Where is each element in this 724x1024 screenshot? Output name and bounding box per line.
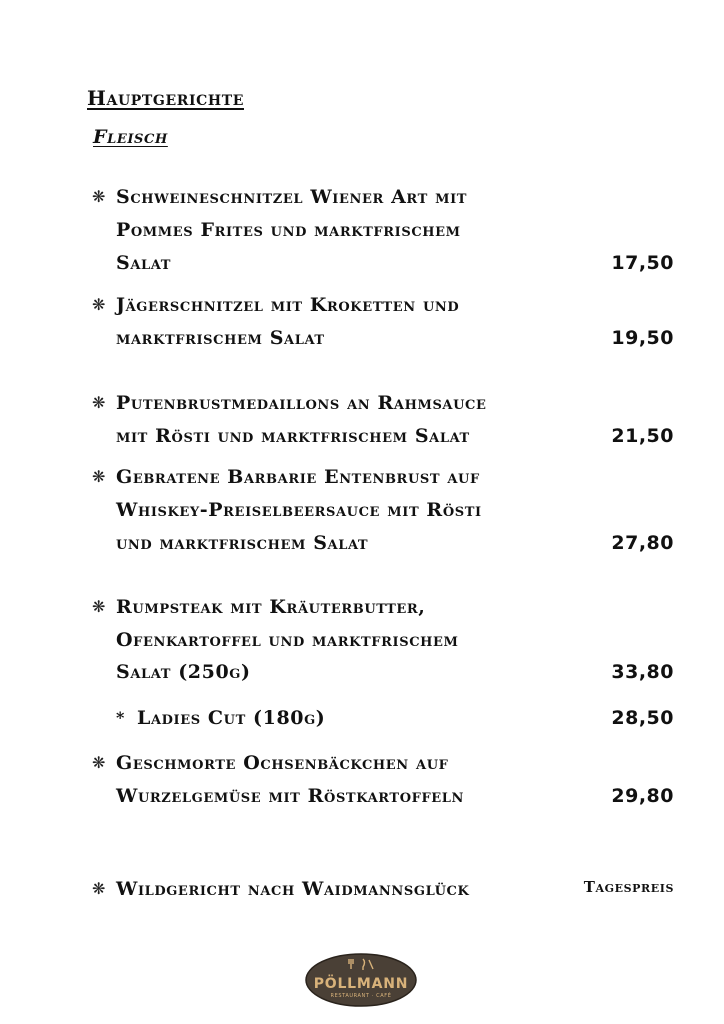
- menu-item-3-line-2: mit Rösti und marktfrischem Salat: [116, 425, 470, 447]
- menu-item-7-line-1: Geschmorte Ochsenbäckchen auf: [116, 752, 449, 774]
- bullet-icon: ❋: [92, 393, 106, 412]
- category-title: Fleisch: [93, 126, 168, 148]
- menu-item-2-line-2: marktfrischem Salat: [116, 327, 325, 349]
- restaurant-logo: [305, 953, 417, 1007]
- bullet-icon: ❋: [92, 879, 106, 898]
- bullet-icon: ❋: [92, 467, 106, 486]
- menu-item-7-price: 29,80: [611, 785, 674, 807]
- menu-item-7-line-2: Wurzelgemüse mit Röstkartoffeln: [116, 785, 465, 807]
- section-title: Hauptgerichte: [87, 86, 244, 110]
- logo-tagline: RESTAURANT · CAFÉ: [330, 993, 392, 999]
- menu-item-1-line-1: Schweineschnitzel Wiener Art mit: [116, 186, 468, 208]
- menu-item-4-line-1: Gebratene Barbarie Entenbrust auf: [116, 466, 480, 488]
- menu-item-5-line-2: Ofenkartoffel und marktfrischem: [116, 629, 459, 651]
- menu-item-6-price: 28,50: [611, 707, 674, 729]
- menu-item-4-line-3: und marktfrischem Salat: [116, 532, 369, 554]
- menu-item-2-price: 19,50: [611, 327, 674, 349]
- menu-item-1-line-3: Salat: [116, 252, 171, 274]
- menu-item-4-line-2: Whiskey-Preiselbeersauce mit Rösti: [116, 499, 482, 521]
- bullet-icon: ❋: [92, 753, 106, 772]
- menu-item-5-line-1: Rumpsteak mit Kräuterbutter,: [116, 596, 426, 618]
- menu-item-1-line-2: Pommes Frites und marktfrischem: [116, 219, 461, 241]
- bullet-icon: ❋: [92, 597, 106, 616]
- menu-item-3-price: 21,50: [611, 425, 674, 447]
- bullet-icon: ❋: [92, 295, 106, 314]
- menu-item-4-price: 27,80: [611, 532, 674, 554]
- menu-item-3-line-1: Putenbrustmedaillons an Rahmsauce: [116, 392, 487, 414]
- logo-name: PÖLLMANN: [313, 976, 409, 992]
- menu-item-1-price: 17,50: [611, 252, 674, 274]
- menu-item-8-line-1: Wildgericht nach Waidmannsglück: [116, 878, 470, 900]
- menu-item-2-line-1: Jägerschnitzel mit Kroketten und: [116, 294, 460, 316]
- menu-item-8-price: Tagespreis: [583, 878, 674, 896]
- asterisk-icon: *: [116, 708, 125, 727]
- menu-item-5-price: 33,80: [611, 661, 674, 683]
- menu-item-5-line-3: Salat (250g): [116, 661, 251, 683]
- bullet-icon: ❋: [92, 187, 106, 206]
- menu-item-6-line-1: Ladies Cut (180g): [137, 707, 326, 729]
